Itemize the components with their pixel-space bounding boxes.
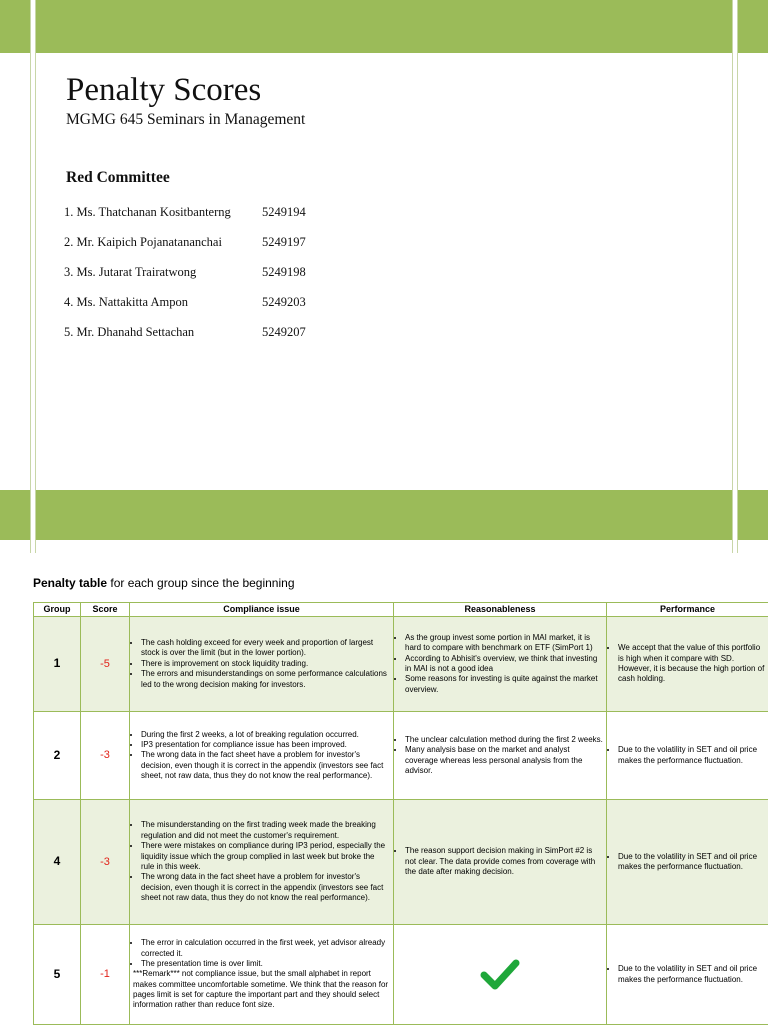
group-cell: 1 [34,617,81,712]
member-name: 5. Mr. Dhanahd Settachan [64,325,194,340]
compliance-item: • The wrong data in the fact sheet have a problem for investor's decision, even though it is correct in the appendix (investors see fact sheet, not raw data, thus they do not know the real performance). [141,750,390,781]
table-row [34,925,768,1025]
member-name: 3. Ms. Jutarat Trairatwong [64,265,196,280]
reasonableness-cell [394,925,607,1025]
reasonableness-item: • As the group invest some portion in MAI market, it is hard to compare with benchmark on ETF (SimPort 1) [405,633,603,654]
member-id: 5249198 [262,265,306,280]
compliance-cell [130,617,394,712]
header-performance: Performance [607,603,768,617]
page-title: Penalty Scores [66,72,261,109]
performance-cell [607,925,768,1025]
reasonableness-item: • Some reasons for investing is quite against the market overview. [405,674,603,695]
member-name: 1. Ms. Thatchanan Kositbanterng [64,205,231,220]
committee-heading: Red Committee [66,169,170,187]
compliance-item: • There is improvement on stock liquidity trading. [141,659,390,669]
member-id: 5249194 [262,205,306,220]
compliance-item: • The wrong data in the fact sheet have a problem for investor's decision, even though it is correct in the appendix (investors see fact sheet not raw data, thus they do not know the real performance). [141,872,390,903]
score-cell: -3 [81,800,130,925]
performance-item: • Due to the volatility in SET and oil price makes the performance fluctuation. [618,745,765,766]
left-border-line [30,0,36,553]
group-cell: 4 [34,800,81,925]
reasonableness-item: • Many analysis base on the market and analyst coverage whereas less personal analysis from the advisor. [405,745,603,776]
compliance-item: • The error in calculation occurred in the first week, yet advisor already corrected it. [141,938,390,959]
compliance-cell [130,712,394,800]
table-row [34,617,768,712]
middle-banner [0,490,768,540]
table-caption-rest: for each group since the beginning [107,576,294,590]
table-caption [33,576,295,590]
member-id: 5249207 [262,325,306,340]
table-header-row [34,603,768,617]
group-cell: 2 [34,712,81,800]
compliance-item: • The misunderstanding on the first trading week made the breaking regulation and did not meet the customer's requirement. [141,820,390,841]
header-score: Score [81,603,130,617]
reasonableness-cell [394,617,607,712]
reasonableness-item: • The unclear calculation method during the first 2 weeks. [405,735,603,745]
compliance-cell [130,800,394,925]
performance-cell [607,712,768,800]
performance-cell [607,617,768,712]
compliance-item: • During the first 2 weeks, a lot of breaking regulation occurred. [141,730,390,740]
member-name: 2. Mr. Kaipich Pojanatananchai [64,235,222,250]
top-banner [0,0,768,53]
performance-item: • We accept that the value of this portfolio is high when it compare with SD. However, it is because the high portion of cash holding. [618,643,765,685]
header-group: Group [34,603,81,617]
compliance-item: • The errors and misunderstandings on some performance calculations led to the wrong decision making for investors. [141,669,390,690]
compliance-item: • The presentation time is over limit. [141,959,390,969]
member-id: 5249197 [262,235,306,250]
header-reasonableness: Reasonableness [394,603,607,617]
compliance-cell [130,925,394,1025]
reasonableness-item: • According to Abhisit's overview, we think that investing in MAI is not a good idea [405,654,603,675]
compliance-item: • The cash holding exceed for every week and proportion of largest stock is over the limit (but in the lower portion). [141,638,390,659]
score-cell: -3 [81,712,130,800]
member-id: 5249203 [262,295,306,310]
group-cell: 5 [34,925,81,1025]
score-cell: -5 [81,617,130,712]
banner-divider [0,53,768,55]
compliance-remark: ***Remark*** not compliance issue, but the small alphabet in report makes committee uncomfortable sometime. We think that the reason for pages limit is set for capture the important part and they should select information rather than reduce font size. [133,969,390,1011]
table-row [34,712,768,800]
table-caption-bold: Penalty table [33,576,107,590]
reasonableness-item: • The reason support decision making in SimPort #2 is not clear. The data provide comes from coverage with the date after making decision. [405,846,603,877]
header-compliance: Compliance issue [130,603,394,617]
compliance-item: • There were mistakes on compliance during IP3 period, especially the liquidity issue which the group complied in last week but broke the rule in this week. [141,841,390,872]
penalty-table [33,602,768,1025]
compliance-item: • IP3 presentation for compliance issue has been improved. [141,740,390,750]
performance-cell [607,800,768,925]
check-mark-icon [480,957,520,993]
performance-item: • Due to the volatility in SET and oil price makes the performance fluctuation. [618,964,765,985]
reasonableness-cell [394,712,607,800]
table-row [34,800,768,925]
performance-item: • Due to the volatility in SET and oil price makes the performance fluctuation. [618,852,765,873]
reasonableness-cell [394,800,607,925]
score-cell: -1 [81,925,130,1025]
member-name: 4. Ms. Nattakitta Ampon [64,295,188,310]
right-border-line [732,0,738,553]
course-subtitle: MGMG 645 Seminars in Management [66,111,305,129]
